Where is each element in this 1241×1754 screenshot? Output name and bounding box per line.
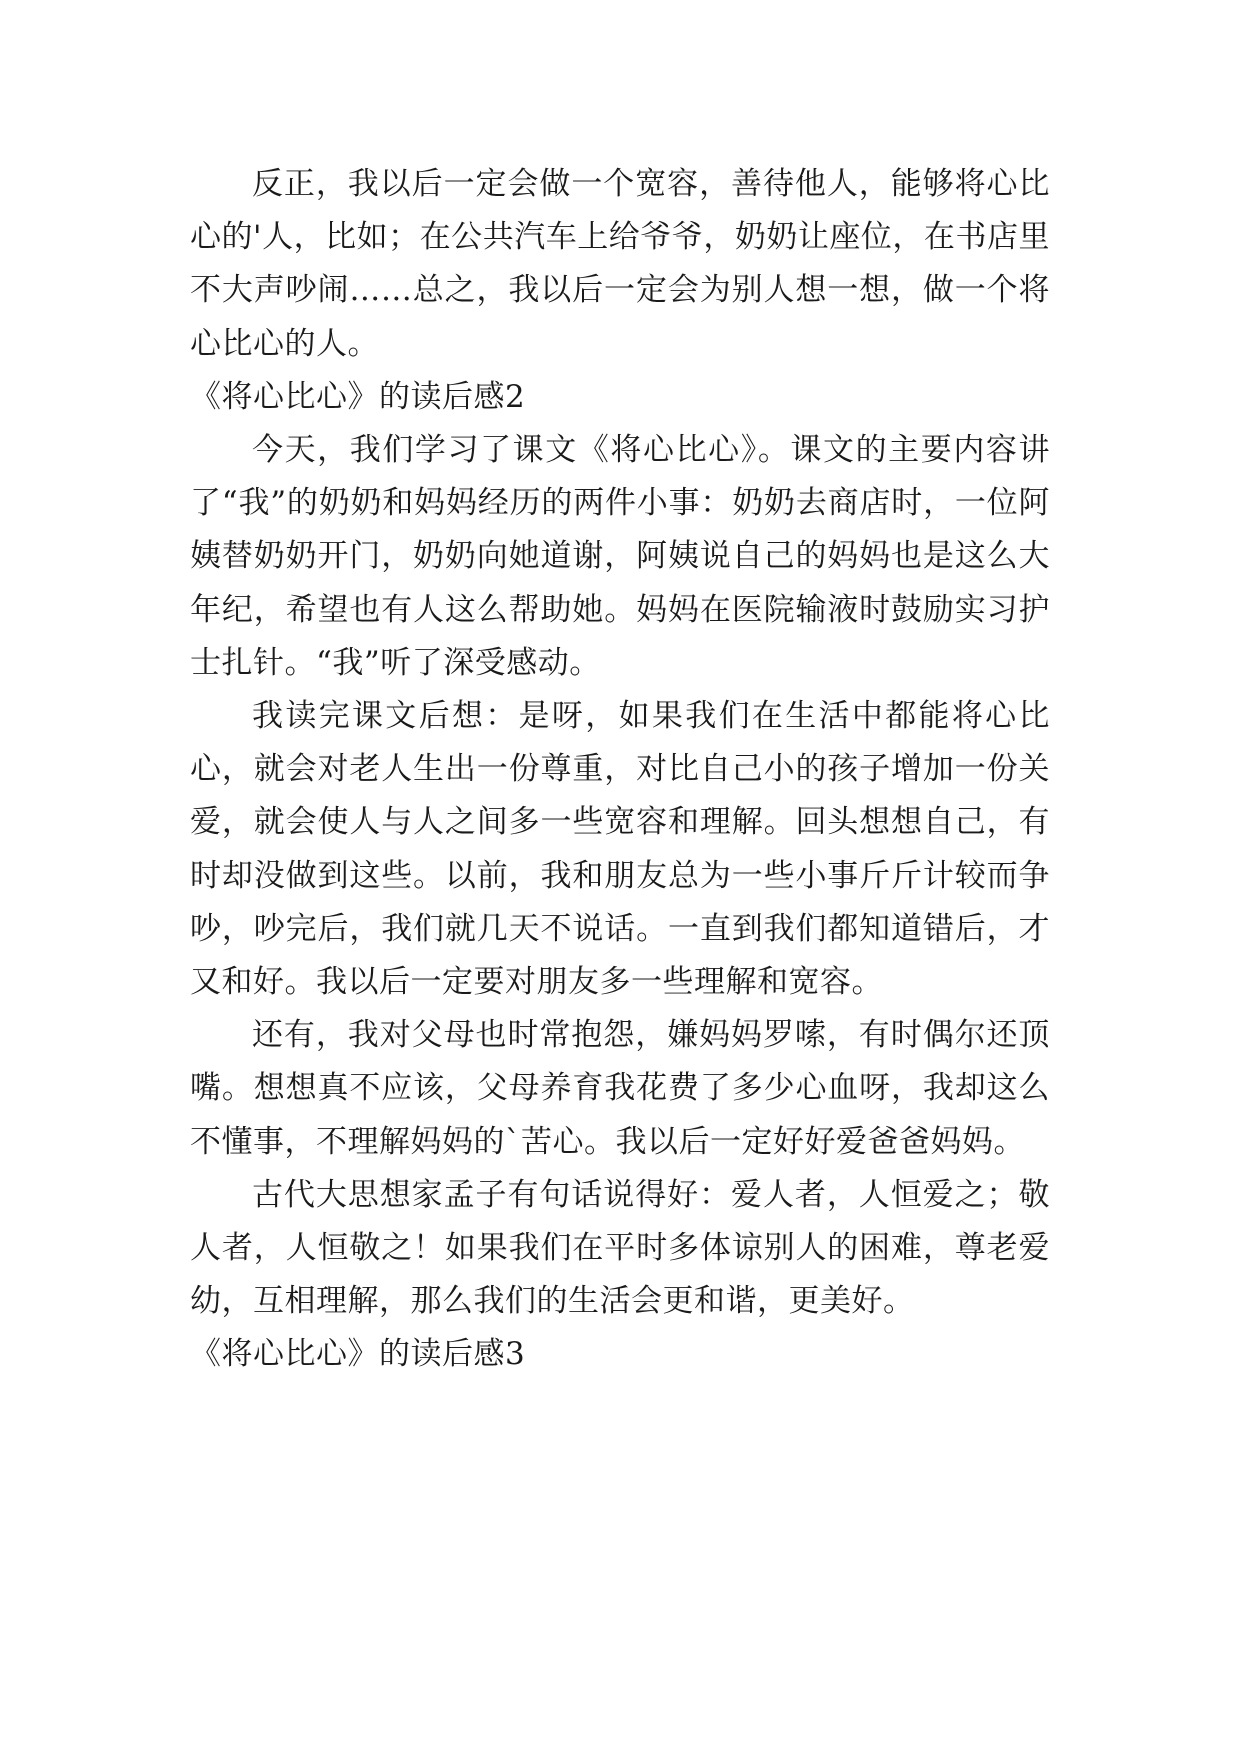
essay-3-title: 《将心比心》的读后感3 [190,1336,526,1373]
paragraph-conclusion-essay-1: 反正，我以后一定会做一个宽容，善待他人，能够将心比心的'人，比如；在公共汽车上给爷爷，奶奶让座位，在书店里不大声吵闹……总之，我以后一定会为别人想一想，做一个将心比心的人。 [190,166,1050,362]
document-page [190,158,1050,1382]
paragraph-parents: 还有，我对父母也时常抱怨，嫌妈妈罗嗦，有时偶尔还顶嘴。想想真不应该，父母养育我花费了多少心血呀，我却这么不懂事，不理解妈妈的`苦心。我以后一定好好爱爸爸妈妈。 [190,1017,1050,1160]
paragraph-mencius-quote: 古代大思想家孟子有句话说得好：爱人者，人恒爱之；敬人者，人恒敬之！如果我们在平时多体谅别人的困难，尊老爱幼，互相理解，那么我们的生活会更和谐，更美好。 [190,1176,1050,1320]
paragraph-summary: 今天，我们学习了课文《将心比心》。课文的主要内容讲了“我”的奶奶和妈妈经历的两件小事：奶奶去商店时，一位阿姨替奶奶开门，奶奶向她道谢，阿姨说自己的妈妈也是这么大年纪，希望也有人这么帮助她。妈妈在医院输液时鼓励实习护士扎针。“我”听了深受感动。 [190,432,1050,681]
essay-2-title: 《将心比心》的读后感2 [190,378,526,415]
paragraph-reflection: 我读完课文后想：是呀，如果我们在生活中都能将心比心，就会对老人生出一份尊重，对比自己小的孩子增加一份关爱，就会使人与人之间多一些宽容和理解。回头想想自己，有时却没做到这些。以前，我和朋友总为一些小事斤斤计较而争吵，吵完后，我们就几天不说话。一直到我们都知道错后，才又和好。我以后一定要对朋友多一些理解和宽容。 [190,698,1050,1001]
